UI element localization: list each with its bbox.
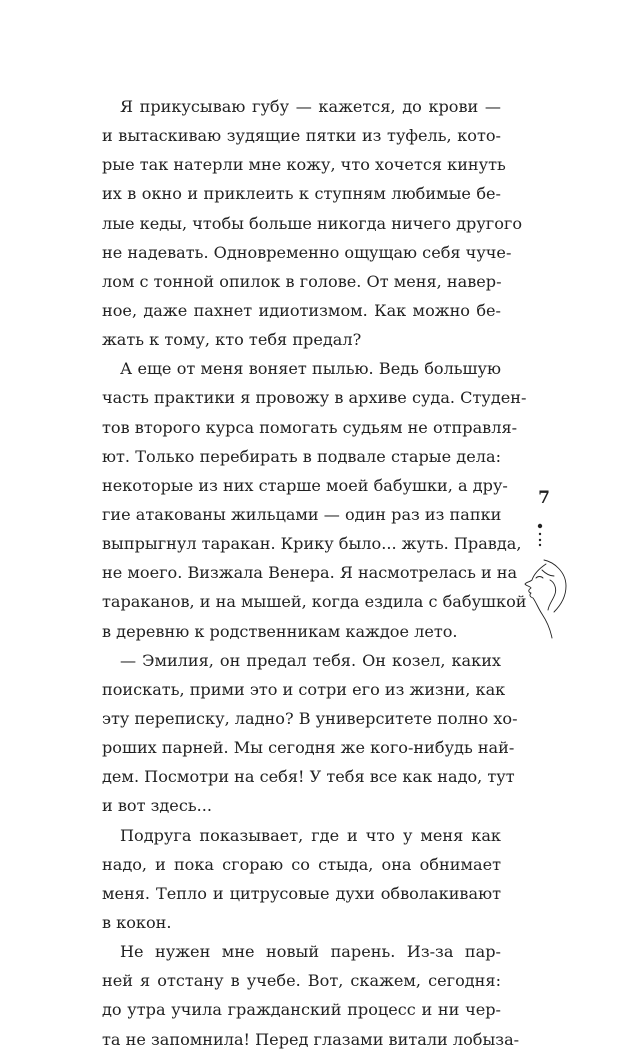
text-line: некоторые из них старше моей бабушки, а дру- <box>102 475 508 495</box>
text-line: в деревню к родственникам каждое лето. <box>102 621 458 641</box>
text-line: Подруга показывает, где и что у меня как <box>120 825 501 845</box>
text-line: их в окно и приклеить к ступням любимые бе- <box>102 184 501 204</box>
face-line-drawing-icon <box>516 520 576 650</box>
text-line: А еще от меня воняет пылью. Ведь большую <box>120 359 501 379</box>
text-line: лом с тонной опилок в голове. От меня, навер- <box>102 271 502 291</box>
text-line: ное, даже пахнет идиотизмом. Как можно бе- <box>102 300 501 320</box>
text-line: меня. Тепло и цитрусовые духи обволакивают <box>102 883 501 903</box>
text-line: не надевать. Одновременно ощущаю себя чуче- <box>102 242 512 262</box>
text-line: ют. Только перебирать в подвале старые дела: <box>102 446 501 466</box>
text-line: до утра учила гражданский процесс и ни чер- <box>102 1000 501 1020</box>
text-line: тараканов, и на мышей, когда ездила с бабушкой <box>102 592 527 612</box>
text-line: — Эмилия, он предал тебя. Он козел, каких <box>120 650 501 670</box>
text-line: лые кеды, чтобы больше никогда ничего другого <box>102 213 523 233</box>
text-line: поискать, прими это и сотри его из жизни, как <box>102 679 506 699</box>
text-line: тов второго курса помогать судьям не отправля- <box>102 417 518 437</box>
text-line: Я прикусываю губу — кажется, до крови — <box>120 97 501 116</box>
text-line: выпрыгнул таракан. Крику было... жуть. Правда, <box>102 534 522 554</box>
text-line: жать к тому, кто тебя предал? <box>102 330 362 350</box>
text-line: Не нужен мне новый парень. Из-за пар- <box>120 942 501 962</box>
text-line: эту переписку, ладно? В университете полно хо- <box>102 708 518 728</box>
text-line: гие атакованы жильцами — один раз из папки <box>102 504 502 524</box>
text-line: часть практики я провожу в архиве суда. Студен- <box>102 388 527 408</box>
text-line: в кокон. <box>102 912 172 932</box>
text-line: и вытаскиваю зудящие пятки из туфель, кото- <box>102 126 501 146</box>
text-line: и вот здесь... <box>102 796 212 816</box>
text-line: ней я отстану в учебе. Вот, скажем, сегодня: <box>102 971 501 991</box>
text-line: роших парней. Мы сегодня же кого-нибудь най- <box>102 738 515 758</box>
body-text <box>102 92 527 1054</box>
text-line: дем. Посмотри на себя! У тебя все как надо, тут <box>102 767 515 787</box>
text-line: та не запомнила! Перед глазами витали лобыза- <box>102 1029 520 1049</box>
text-line: надо, и пока сгораю со стыда, она обнимает <box>102 854 501 874</box>
text-line: рые так натерли мне кожу, что хочется кинуть <box>102 155 506 175</box>
text-line: не моего. Визжала Венера. Я насмотрелась и на <box>102 563 518 583</box>
page-number: 7 <box>538 488 550 508</box>
dots-divider-icon <box>538 524 542 546</box>
